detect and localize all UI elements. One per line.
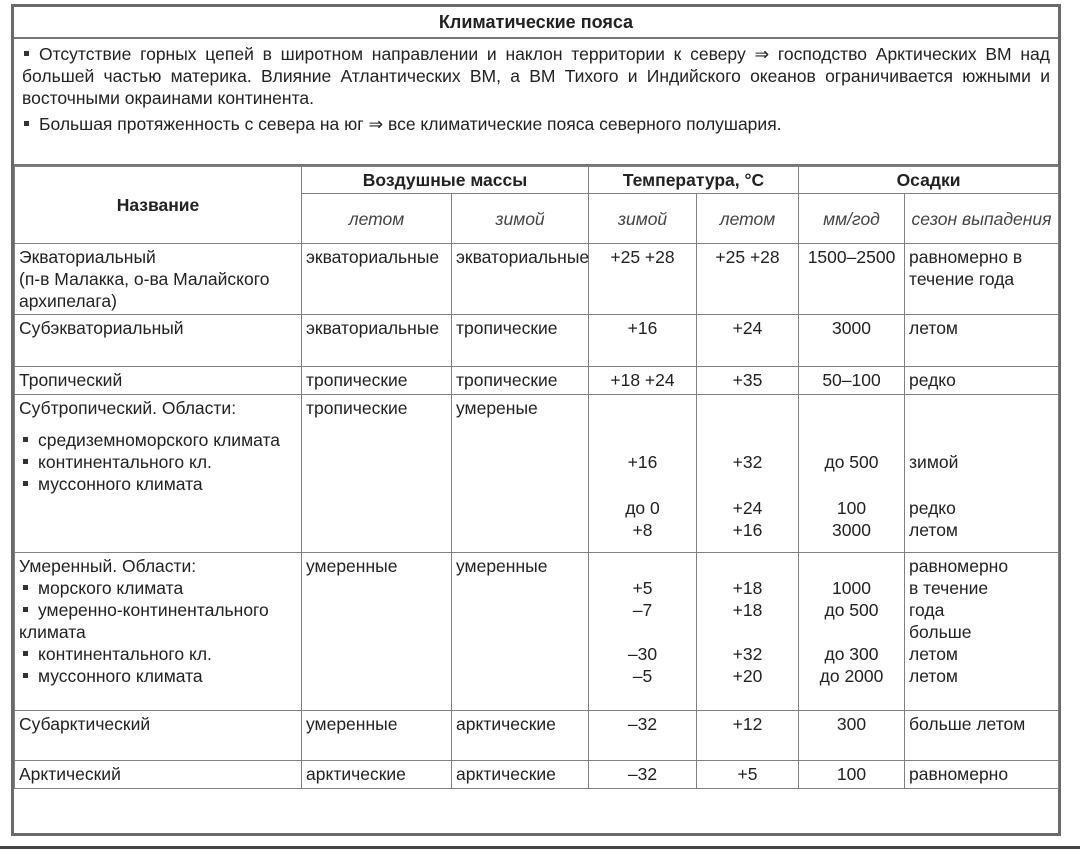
page-title: Климатические пояса <box>14 7 1058 39</box>
belt-name <box>15 553 302 711</box>
table-row <box>15 553 1059 711</box>
air-summer: умеренные <box>302 553 452 711</box>
col-header-name: Название <box>15 167 302 244</box>
intro-paragraph-1 <box>22 43 1050 109</box>
precip-amount: 1000 до 500 до 300 до 2000 <box>799 553 905 711</box>
temp-summer: +25 +28 <box>697 244 799 315</box>
intro-paragraph-2 <box>22 113 1050 135</box>
belt-name: Субэкваториальный <box>15 315 302 367</box>
air-summer: умеренные <box>302 711 452 761</box>
air-winter: арктические <box>452 711 589 761</box>
subheader-temp-winter: зимой <box>589 194 697 244</box>
air-summer: экваториальные <box>302 244 452 315</box>
subheader-precip-season: сезон выпадения <box>905 194 1059 244</box>
belt-name: Тропический <box>15 367 302 395</box>
air-summer: экваториальные <box>302 315 452 367</box>
temp-summer: +18 +18 +32 +20 <box>697 553 799 711</box>
belt-title: Умеренный. Области: <box>19 556 197 576</box>
temp-winter: +16 до 0 +8 <box>589 395 697 553</box>
air-winter: тропические <box>452 367 589 395</box>
precip-amount: до 500 100 3000 <box>799 395 905 553</box>
table-row <box>15 711 1059 761</box>
belt-name <box>15 395 302 553</box>
belt-name: Экваториальный (п-в Малакка, о-ва Малайского архипелага) <box>15 244 302 315</box>
table-row <box>15 395 1059 553</box>
area-name: муссонного климата <box>19 665 297 687</box>
air-summer: тропические <box>302 395 452 553</box>
temp-summer: +35 <box>697 367 799 395</box>
precip-season: равномерно в течение года <box>905 244 1059 315</box>
precip-amount: 300 <box>799 711 905 761</box>
bottom-rule <box>0 846 1080 849</box>
air-winter: умереные <box>452 395 589 553</box>
temp-winter: –32 <box>589 711 697 761</box>
air-winter: тропические <box>452 315 589 367</box>
temp-summer: +24 <box>697 315 799 367</box>
area-name: средиземноморского климата <box>19 429 297 451</box>
precip-season: редко <box>905 367 1059 395</box>
area-name: муссонного климата <box>19 473 297 495</box>
climate-table <box>14 166 1059 789</box>
air-winter: экваториальные <box>452 244 589 315</box>
precip-season: зимой редко летом <box>905 395 1059 553</box>
precip-season: больше летом <box>905 711 1059 761</box>
belt-name: Субарктический <box>15 711 302 761</box>
temp-winter: +18 +24 <box>589 367 697 395</box>
temp-winter: –32 <box>589 761 697 789</box>
area-name: морского климата <box>19 577 297 599</box>
subheader-air-summer: летом <box>302 194 452 244</box>
table-row <box>15 761 1059 789</box>
bullet-icon <box>24 121 29 126</box>
subheader-air-winter: зимой <box>452 194 589 244</box>
temp-summer: +5 <box>697 761 799 789</box>
precip-season: равномерно в течение года больше летом летом <box>905 553 1059 711</box>
subheader-temp-summer: летом <box>697 194 799 244</box>
subheader-precip-amount: мм/год <box>799 194 905 244</box>
bullet-icon <box>24 51 29 56</box>
precip-amount: 3000 <box>799 315 905 367</box>
col-header-precipitation: Осадки <box>799 167 1059 194</box>
temp-winter: +5 –7 –30 –5 <box>589 553 697 711</box>
precip-amount: 1500–2500 <box>799 244 905 315</box>
air-summer: тропические <box>302 367 452 395</box>
area-name: континентального кл. <box>19 451 297 473</box>
intro-text-1: Отсутствие горных цепей в широтном направлении и наклон территории к северу ⇒ господство Арктических ВМ над большей частью материка. Влияние Атлантических ВМ, а ВМ Тихого и Индийского океанов ограничивается южными и восточными окраинами континента. <box>22 44 1050 108</box>
intro-text-2: Большая протяженность с севера на юг ⇒ все климатические пояса северного полушария. <box>39 114 782 134</box>
temp-winter: +25 +28 <box>589 244 697 315</box>
area-name: умеренно-континентального климата <box>19 599 297 643</box>
precip-season: равномерно <box>905 761 1059 789</box>
table-row <box>15 315 1059 367</box>
precip-amount: 50–100 <box>799 367 905 395</box>
air-summer: арктические <box>302 761 452 789</box>
table-row <box>15 367 1059 395</box>
col-header-temperature: Температура, °С <box>589 167 799 194</box>
belt-title: Субтропический. Области: <box>19 398 237 418</box>
temp-summer: +12 <box>697 711 799 761</box>
climate-belts-sheet <box>11 4 1061 836</box>
belt-name: Арктический <box>15 761 302 789</box>
air-winter: арктические <box>452 761 589 789</box>
air-winter: умеренные <box>452 553 589 711</box>
area-name: континентального кл. <box>19 643 297 665</box>
precip-amount: 100 <box>799 761 905 789</box>
col-header-air-masses: Воздушные массы <box>302 167 589 194</box>
table-row <box>15 244 1059 315</box>
temp-summer: +32 +24 +16 <box>697 395 799 553</box>
precip-season: летом <box>905 315 1059 367</box>
intro-block <box>14 39 1058 166</box>
temp-winter: +16 <box>589 315 697 367</box>
header-row <box>15 167 1059 194</box>
